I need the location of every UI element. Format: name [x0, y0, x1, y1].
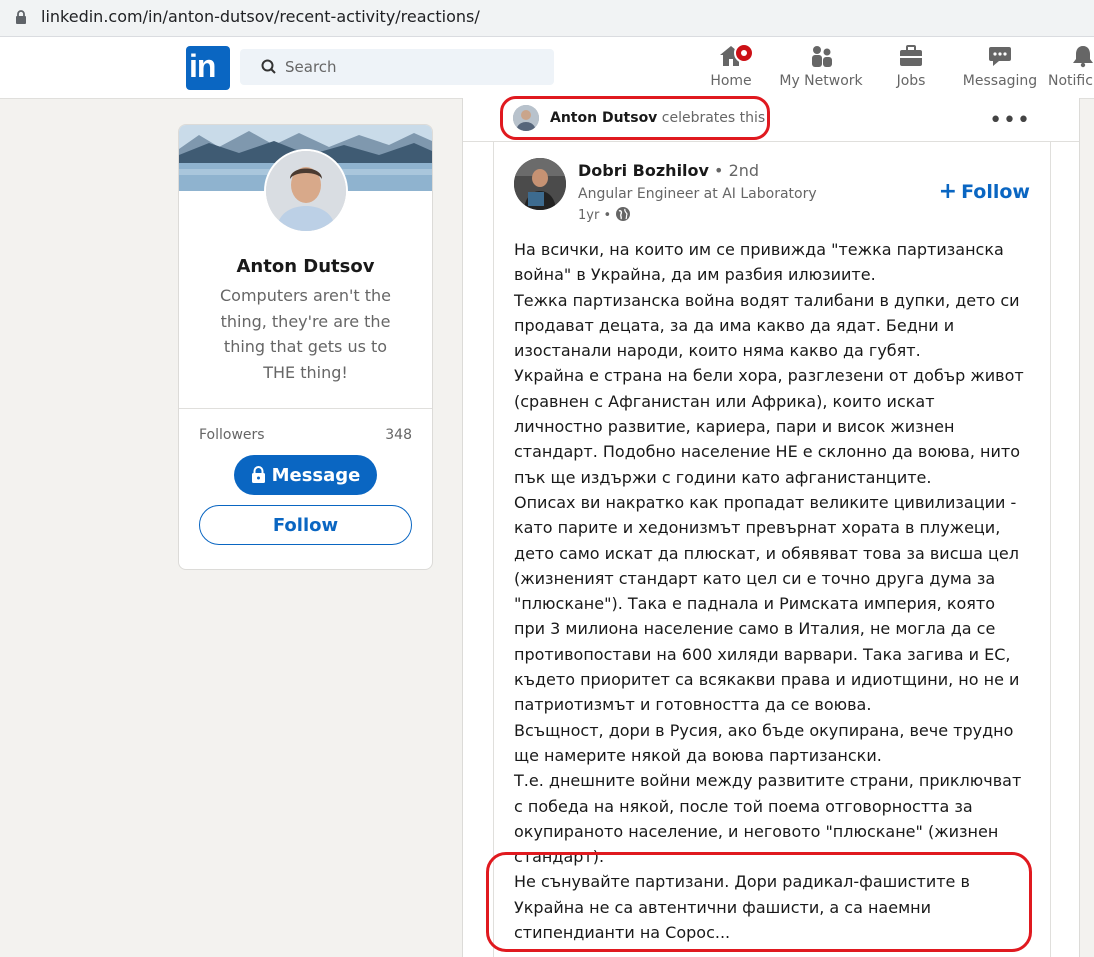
actor-avatar[interactable] — [513, 105, 539, 131]
post-body — [514, 237, 1024, 945]
chat-icon — [987, 43, 1013, 69]
author-title: Angular Engineer at AI Laboratory — [578, 186, 817, 202]
lock-icon — [251, 466, 266, 483]
follow-author-label: Follow — [961, 181, 1030, 203]
nav-jobs[interactable] — [892, 43, 930, 93]
briefcase-icon — [898, 43, 924, 69]
profile-headline: Computers aren't the thing, they're are the thing that gets us to THE thing! — [220, 286, 391, 382]
message-button[interactable] — [234, 455, 377, 495]
shared-post — [493, 141, 1051, 957]
globe-icon — [615, 206, 631, 222]
plus-icon: + — [938, 179, 958, 204]
post-paragraph: Всъщност, дори в Русия, ако бъде окупирана, вече трудно ще намерите някой да воюва партизански. — [514, 720, 1014, 765]
search-placeholder: Search — [285, 58, 337, 76]
activity-header — [463, 98, 1079, 142]
message-button-label: Message — [271, 464, 361, 486]
nav-messaging[interactable] — [962, 43, 1038, 93]
author-name[interactable]: Dobri Bozhilov — [578, 161, 709, 180]
followers-count: 348 — [385, 427, 412, 443]
search-input[interactable] — [240, 49, 554, 85]
actor-name[interactable]: Anton Dutsov — [550, 110, 658, 126]
nav-notifications-label: Notific — [1048, 73, 1093, 89]
author-avatar[interactable] — [514, 158, 566, 210]
nav-home-label: Home — [710, 73, 752, 89]
followers-label: Followers — [199, 427, 265, 443]
post-paragraph: Т.е. днешните войни между развитите страни, приключват с победа на някой, после той поема отговорността за окупираното население, и неговото "плюскане" (жизнен стандарт). — [514, 771, 1022, 867]
lock-icon — [14, 9, 28, 25]
linkedin-logo[interactable] — [186, 46, 230, 90]
divider — [179, 408, 432, 409]
nav-jobs-label: Jobs — [896, 73, 926, 89]
people-icon — [808, 43, 834, 69]
follow-author-button[interactable] — [939, 179, 1030, 204]
post-meta — [578, 206, 631, 223]
browser-address-bar[interactable] — [0, 0, 1094, 37]
bell-icon — [1070, 43, 1094, 69]
url-text[interactable]: linkedin.com/in/anton-dutsov/recent-activity/reactions/ — [41, 7, 480, 26]
notification-badge — [734, 43, 754, 63]
post-paragraph: Тежка партизанска война водят талибани в дупки, дето си продават децата, за да има какво да ядат. Бедни и изостанали народи, които няма какво да губят. — [514, 290, 1020, 361]
post-paragraph: Описах ви накратко как пропадат великите цивилизации - като парите и хедонизмът превърнат хората в плужеци, дето само искат да плюскат, и обявяват това за висша цел (жизненият стандарт като цел си е точно друга дума за "плюскане"). Така е паднала и Римската империя, която при 3 милиона население само в Италия, не могла да се противопостави на 600 хиляди варвари. Така загива и ЕС, където приоритет са всякакви права и идиотщини, но не и патриотизмът и готовността да се воюва. — [514, 492, 1020, 715]
feed-post — [462, 98, 1080, 957]
logo-text: in — [189, 48, 216, 84]
nav-my-network-label: My Network — [779, 73, 863, 89]
profile-card — [178, 124, 433, 570]
top-nav — [0, 37, 1094, 99]
profile-name[interactable]: Anton Dutsov — [236, 256, 375, 277]
nav-my-network[interactable] — [778, 43, 864, 93]
search-icon — [260, 58, 278, 76]
post-paragraph: На всички, на които им се привижда "тежка партизанска война" в Украйна, да им разбия илюзиите. — [514, 240, 1004, 285]
post-paragraph: Украйна е страна на бели хора, разглезени от добър живот (сравнен с Афганистан или Африка), които искат личностно развитие, кариера, пари и висок жизнен стандарт. Подобно население НЕ е склонно да воюва, нито пък ще издържи с години като афганистанците. — [514, 366, 1024, 487]
follow-button[interactable]: Follow — [199, 505, 412, 545]
nav-messaging-label: Messaging — [962, 73, 1038, 89]
nav-notifications[interactable] — [1048, 43, 1094, 93]
connection-degree: • 2nd — [714, 161, 760, 180]
post-time: 1yr • — [578, 208, 612, 223]
author-name-line — [578, 161, 759, 180]
profile-avatar[interactable] — [264, 149, 348, 233]
post-paragraph: Не сънувайте партизани. Дори радикал-фашистите в Украйна не са автентични фашисти, а са наемни стипендианти на Сорос... — [514, 872, 970, 943]
more-options-button[interactable]: ••• — [989, 108, 1031, 133]
nav-home[interactable] — [708, 43, 754, 93]
activity-text — [550, 110, 765, 126]
activity-action: celebrates this — [661, 110, 766, 126]
